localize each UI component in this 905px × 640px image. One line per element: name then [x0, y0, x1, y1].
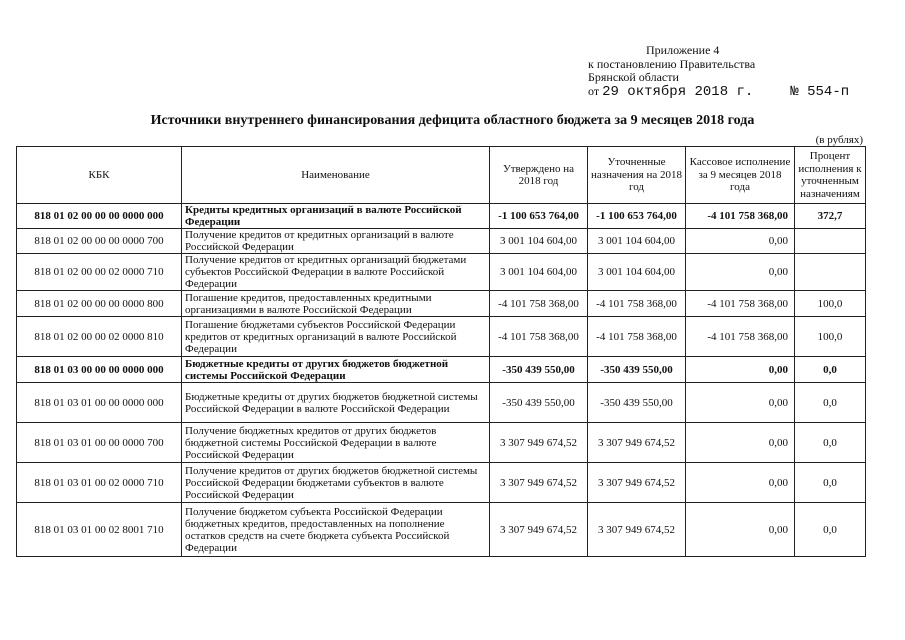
name-cell: Погашение кредитов, предоставленных кредитными организациями в валюте Российской Федерации: [182, 291, 490, 317]
kbk-cell: 818 01 02 00 00 02 0000 810: [17, 317, 182, 357]
appendix-line-3: Брянской области: [588, 70, 679, 84]
refined-cell: -350 439 550,00: [588, 383, 686, 423]
executed-cell: -4 101 758 368,00: [686, 204, 795, 229]
kbk-cell: 818 01 02 00 00 02 0000 710: [17, 254, 182, 291]
executed-cell: 0,00: [686, 503, 795, 557]
approved-cell: 3 307 949 674,52: [490, 463, 588, 503]
percent-cell: 0,0: [795, 503, 866, 557]
approved-cell: -1 100 653 764,00: [490, 204, 588, 229]
col-header-refined: Уточненные назначения на 2018 год: [588, 147, 686, 204]
percent-cell: 372,7: [795, 204, 866, 229]
executed-cell: -4 101 758 368,00: [686, 317, 795, 357]
executed-cell: 0,00: [686, 254, 795, 291]
table-row: [17, 317, 866, 357]
table-row: [17, 423, 866, 463]
financing-table: [16, 146, 866, 557]
appendix-title: Приложение 4: [646, 43, 720, 57]
kbk-cell: 818 01 03 01 00 00 0000 000: [17, 383, 182, 423]
executed-cell: 0,00: [686, 423, 795, 463]
appendix-date-line: [588, 85, 849, 100]
units-label: (в рублях): [815, 134, 863, 146]
refined-cell: 3 307 949 674,52: [588, 423, 686, 463]
percent-cell: 100,0: [795, 317, 866, 357]
name-cell: Кредиты кредитных организаций в валюте Российской Федерации: [182, 204, 490, 229]
percent-cell: [795, 254, 866, 291]
name-cell: Получение кредитов от кредитных организаций бюджетами субъектов Российской Федерации в валюте Российской Федерации: [182, 254, 490, 291]
approved-cell: 3 001 104 604,00: [490, 229, 588, 254]
refined-cell: -4 101 758 368,00: [588, 291, 686, 317]
col-header-kbk: КБК: [17, 147, 182, 204]
approved-cell: 3 307 949 674,52: [490, 423, 588, 463]
refined-cell: 3 307 949 674,52: [588, 503, 686, 557]
approved-cell: -4 101 758 368,00: [490, 317, 588, 357]
table-row: [17, 357, 866, 383]
refined-cell: 3 001 104 604,00: [588, 254, 686, 291]
executed-cell: 0,00: [686, 229, 795, 254]
executed-cell: 0,00: [686, 357, 795, 383]
refined-cell: 3 001 104 604,00: [588, 229, 686, 254]
approved-cell: 3 307 949 674,52: [490, 503, 588, 557]
table-row: [17, 383, 866, 423]
percent-cell: 0,0: [795, 357, 866, 383]
table-row: [17, 254, 866, 291]
executed-cell: 0,00: [686, 383, 795, 423]
table-row: [17, 503, 866, 557]
name-cell: Получение кредитов от кредитных организаций в валюте Российской Федерации: [182, 229, 490, 254]
refined-cell: -1 100 653 764,00: [588, 204, 686, 229]
kbk-cell: 818 01 03 01 00 00 0000 700: [17, 423, 182, 463]
col-header-name: Наименование: [182, 147, 490, 204]
col-header-percent: Процент исполнения к уточненным назначениям: [795, 147, 866, 204]
kbk-cell: 818 01 02 00 00 00 0000 700: [17, 229, 182, 254]
refined-cell: -4 101 758 368,00: [588, 317, 686, 357]
percent-cell: 0,0: [795, 423, 866, 463]
percent-cell: 0,0: [795, 383, 866, 423]
executed-cell: -4 101 758 368,00: [686, 291, 795, 317]
table-header-row: [17, 147, 866, 204]
table-row: [17, 463, 866, 503]
percent-cell: [795, 229, 866, 254]
approved-cell: -350 439 550,00: [490, 383, 588, 423]
kbk-cell: 818 01 03 01 00 02 8001 710: [17, 503, 182, 557]
executed-cell: 0,00: [686, 463, 795, 503]
appendix-line-2: к постановлению Правительства: [588, 56, 756, 71]
document-title: Источники внутреннего финансирования дефицита областного бюджета за 9 месяцев 2018 года: [150, 113, 755, 128]
refined-cell: -350 439 550,00: [588, 357, 686, 383]
kbk-cell: 818 01 02 00 00 00 0000 000: [17, 204, 182, 229]
kbk-cell: 818 01 03 00 00 00 0000 000: [17, 357, 182, 383]
table-row: [17, 291, 866, 317]
name-cell: Получение бюджетных кредитов от других бюджетов бюджетной системы Российской Федерации в валюте Российской Федерации: [182, 423, 490, 463]
approved-cell: -350 439 550,00: [490, 357, 588, 383]
table-row: [17, 204, 866, 229]
approved-cell: 3 001 104 604,00: [490, 254, 588, 291]
appendix-header: [588, 44, 849, 99]
percent-cell: 100,0: [795, 291, 866, 317]
table-row: [17, 229, 866, 254]
kbk-cell: 818 01 02 00 00 00 0000 800: [17, 291, 182, 317]
document-number: № 554-п: [790, 83, 850, 100]
name-cell: Получение бюджетом субъекта Российской Федерации бюджетных кредитов, предоставленных на пополнение остатков средств на счете бюджета субъекта Российской Федерации: [182, 503, 490, 557]
refined-cell: 3 307 949 674,52: [588, 463, 686, 503]
document-date: 29 октября 2018 г.: [602, 83, 754, 100]
kbk-cell: 818 01 03 01 00 02 0000 710: [17, 463, 182, 503]
date-prefix: от: [588, 83, 600, 98]
name-cell: Бюджетные кредиты от других бюджетов бюджетной системы Российской Федерации в валюте Российской Федерации: [182, 383, 490, 423]
name-cell: Получение кредитов от других бюджетов бюджетной системы Российской Федерации бюджетами субъектов в валюте Российской Федерации: [182, 463, 490, 503]
col-header-approved: Утверждено на 2018 год: [490, 147, 588, 204]
name-cell: Погашение бюджетами субъектов Российской Федерации кредитов от кредитных организаций в валюте Российской Федерации: [182, 317, 490, 357]
name-cell: Бюджетные кредиты от других бюджетов бюджетной системы Российской Федерации: [182, 357, 490, 383]
percent-cell: 0,0: [795, 463, 866, 503]
approved-cell: -4 101 758 368,00: [490, 291, 588, 317]
col-header-executed: Кассовое исполнение за 9 месяцев 2018 года: [686, 147, 795, 204]
